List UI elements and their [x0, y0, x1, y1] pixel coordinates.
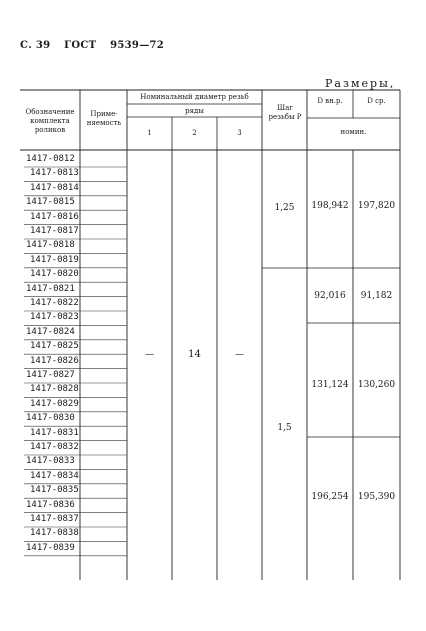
- designation-cell: 1417-0826: [30, 355, 79, 366]
- designation-cell: 1417-0823: [30, 312, 79, 323]
- col-designation-header: Обозначение комплекта роликов: [25, 108, 75, 134]
- designation-cell: 1417-0834: [30, 470, 79, 481]
- section-title: Размеры,: [325, 77, 396, 90]
- diameter-row2-value: 14: [188, 349, 201, 360]
- diameter-row3-dash: —: [235, 350, 244, 360]
- designation-cell: 1417-0819: [30, 254, 79, 265]
- group2-d-sr: 91,182: [360, 291, 393, 301]
- col-applicability-header: Приме-няемость: [86, 110, 122, 127]
- group3-d-vn: 131,124: [311, 380, 349, 390]
- group3-d-sr: 130,260: [357, 380, 396, 390]
- pitch-value-1: 1,25: [274, 203, 295, 213]
- designation-cell: 1417-0838: [30, 528, 79, 539]
- designation-cell: 1417-0824: [26, 326, 75, 337]
- col-pitch-header: Шаг резьбы P: [268, 104, 302, 121]
- designation-cell: 1417-0813: [30, 168, 79, 179]
- col-rows-header: ряды: [185, 107, 204, 115]
- col-d-sr-header: D ср.: [367, 97, 386, 105]
- row-number-1: 1: [147, 129, 152, 137]
- designation-cell: 1417-0831: [30, 427, 79, 438]
- designation-cell: 1417-0820: [30, 269, 79, 280]
- designation-cell: 1417-0822: [30, 298, 79, 308]
- designation-cell: 1417-0816: [30, 211, 79, 222]
- group1-d-vn: 198,942: [311, 201, 349, 211]
- designation-cell: 1417-0836: [26, 499, 75, 510]
- designation-cell: 1417-0825: [30, 341, 79, 352]
- designation-cell: 1417-0828: [30, 384, 79, 395]
- designation-cell: 1417-0832: [30, 442, 79, 452]
- designation-cell: 1417-0815: [26, 197, 75, 208]
- row-number-3: 3: [237, 129, 242, 137]
- col-d-vn-header: D вн.р.: [317, 97, 343, 105]
- col-nominal-diameter-header: Номинальный диаметр резьб: [140, 93, 249, 101]
- designation-cell: 1417-0835: [30, 485, 79, 496]
- standard-label: ГОСТ: [64, 40, 97, 51]
- group2-d-vn: 92,016: [314, 291, 346, 301]
- designation-cell: 1417-0830: [26, 413, 75, 424]
- designation-cell: 1417-0837: [30, 514, 79, 524]
- group1-d-sr: 197,820: [357, 201, 396, 211]
- group4-d-sr: 195,390: [357, 492, 396, 502]
- designation-cell: 1417-0829: [30, 398, 79, 409]
- designation-cell: 1417-0827: [26, 370, 75, 380]
- pitch-value-2: 1,5: [277, 423, 292, 433]
- standard-number: 9539—72: [110, 40, 165, 51]
- col-nomin-header: номин.: [340, 128, 367, 136]
- designation-cell: 1417-0821: [26, 283, 75, 294]
- designation-cell: 1417-0814: [30, 182, 79, 193]
- diameter-row1-dash: —: [145, 350, 154, 360]
- row-number-2: 2: [192, 129, 197, 137]
- page-number: С. 39: [20, 40, 51, 51]
- designation-cell: 1417-0839: [26, 542, 75, 553]
- designation-cell: 1417-0812: [26, 154, 75, 164]
- group4-d-vn: 196,254: [311, 492, 349, 502]
- designation-cell: 1417-0833: [26, 456, 75, 467]
- designation-cell: 1417-0818: [26, 240, 75, 251]
- designation-cell: 1417-0817: [30, 226, 79, 236]
